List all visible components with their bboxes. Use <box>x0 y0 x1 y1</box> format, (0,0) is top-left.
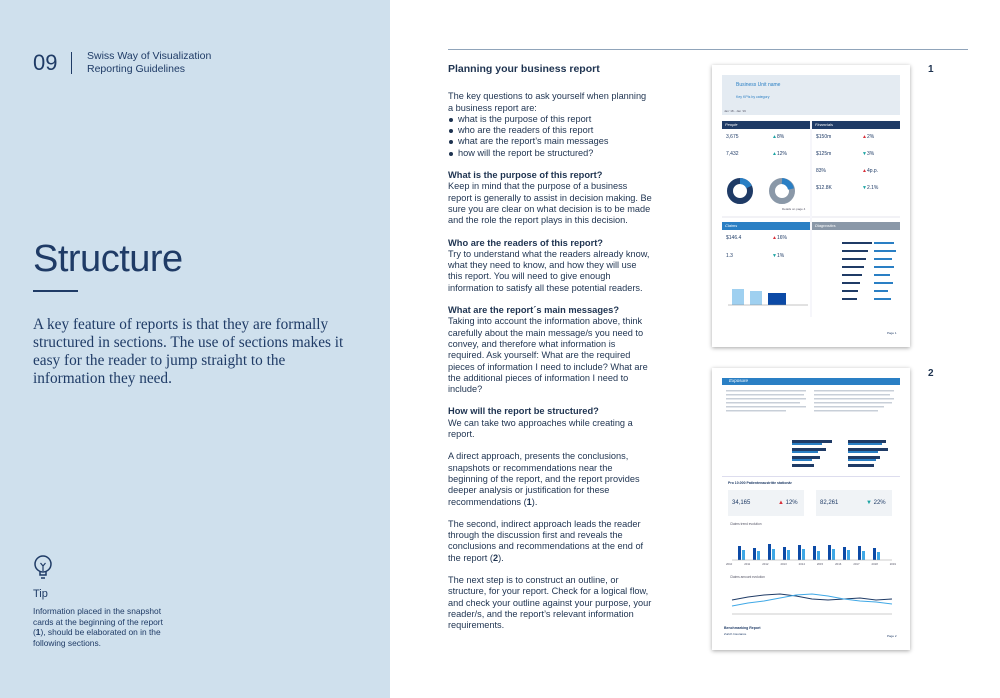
claims-value-1: $146.4 <box>726 235 742 241</box>
claims-delta-1: ▲16% <box>772 235 787 241</box>
footer-title: Benchmarking Report <box>724 626 761 630</box>
people-delta-2: ▲12% <box>772 151 787 157</box>
body-heading: Planning your business report <box>448 63 600 75</box>
body-lead: The key questions to ask yourself when planning a business report are: <box>448 91 647 113</box>
financials-delta-3: ▲4p.p. <box>862 168 879 174</box>
financials-delta-4: ▼2.1% <box>862 185 879 191</box>
list-item: what is the purpose of this report <box>448 114 653 125</box>
document-title: Swiss Way of Visualization <box>87 50 212 62</box>
financials-delta-2: ▼3% <box>862 151 875 157</box>
list-item: how will the report be structured? <box>448 148 653 159</box>
thumbnail-1-page: Page 1 <box>887 331 897 335</box>
claims-trend-title: Claims trend evolution <box>730 522 762 526</box>
question-list <box>448 114 653 159</box>
direct-approach-text: A direct approach, presents the conclusions, snapshots or recommendations near the beginning of the report, and the report provides deeper analysis or justification for these recommendations (1). <box>448 451 640 507</box>
claims-amount-title: Claims amount evolution <box>730 575 765 579</box>
card-financials-title: Financials <box>815 122 834 127</box>
document-title-block <box>87 50 211 76</box>
card-people-title: People <box>725 122 738 127</box>
thumbnail-2-label: 2 <box>928 368 934 379</box>
title-underline <box>33 290 78 292</box>
q2-heading: Who are the readers of this report? <box>448 237 603 248</box>
thumbnail-1-label: 1 <box>928 64 934 75</box>
card-diagnostics-title: Diagnostics <box>815 223 836 228</box>
financials-value-4: $12.8K <box>816 185 832 191</box>
kpi-section-title: Pro 10.000 Patientenaustritte stationär <box>728 481 792 485</box>
footer-subtitle: Zurich Insurance <box>724 632 747 636</box>
exposure-card-title: Exposure <box>729 378 749 383</box>
people-value-1: 3,675 <box>726 134 739 140</box>
q4-text: We can take two approaches while creating a report. <box>448 417 633 440</box>
claims-delta-2: ▼1% <box>772 253 785 259</box>
tip-text: Information placed in the snapshot cards at the beginning of the report (1), should be elaborated on in the following sections. <box>33 606 163 648</box>
detail-link: Details on page 4 <box>782 207 806 211</box>
financials-value-2: $125m <box>816 151 832 157</box>
financials-delta-1: ▲2% <box>862 134 875 140</box>
kpi-value-1: 34,165 <box>732 500 751 506</box>
body-text-column <box>448 64 653 642</box>
people-delta-1: ▲8% <box>772 134 785 140</box>
indirect-approach-text: The second, indirect approach leads the reader through the discussion first and reveals the conclusions and recommendations at the end of the report (2). <box>448 518 644 563</box>
people-value-2: 7,432 <box>726 151 739 157</box>
period-label: Jan '18 - Jan '19 <box>724 109 746 113</box>
q3-heading: What are the report´s main messages? <box>448 305 620 316</box>
section-intro: A key feature of reports is that they are formally structured in sections. The use of sections makes it easy for the reader to jump straight to the information they need. <box>33 316 344 387</box>
top-rule <box>448 49 968 50</box>
q1-text: Keep in mind that the purpose of a business report is generally to assist in decision making. Be sure you are clear on what decision is to be made and the role the report plays in this decision. <box>448 181 652 226</box>
q2-text: Try to understand what the readers already know, what they need to know, and how they will use this report. You will need to give enough information to satisfy all these potential readers. <box>448 248 650 293</box>
page-number: 09 <box>33 50 58 75</box>
lightbulb-icon <box>33 555 53 581</box>
document-subtitle: Reporting Guidelines <box>87 63 186 75</box>
report-thumbnail-1 <box>712 65 910 347</box>
q3-text: Taking into account the information above, think carefully about the main message/s you need to convey, and therefore what information is required. Ask yourself: What are the required pieces of information I need to include? What are the additional pieces of information I need to include? <box>448 316 648 395</box>
thumbnail-2-page: Page 2 <box>887 634 897 638</box>
thumbnail-2-graphic <box>712 368 910 650</box>
card-claims-title: Claims <box>725 223 738 228</box>
year-axis: 2010 2011 2012 2013 2014 2015 2016 2017 2018 2019 <box>726 562 896 566</box>
list-item: who are the readers of this report <box>448 125 653 136</box>
left-panel <box>0 0 390 698</box>
kpi-delta-1: ▲ 12% <box>778 500 798 506</box>
kpi-delta-2: ▼ 22% <box>866 500 886 506</box>
list-item: what are the report’s main messages <box>448 136 653 147</box>
q1-heading: What is the purpose of this report? <box>448 170 603 181</box>
business-unit-name: Business Unit name <box>736 82 781 88</box>
report-thumbnail-2 <box>712 368 910 650</box>
next-step-text: The next step is to construct an outline, or structure, for your report. Check for a logical flow, and check your outline against your purpose, your reader/s, and the report’s relevant information requirements. <box>448 574 652 631</box>
business-unit-subtitle: Key KPIs by category <box>736 95 770 99</box>
tip-heading: Tip <box>33 588 48 600</box>
section-title: Structure <box>33 238 183 280</box>
kpi-value-2: 82,261 <box>820 500 839 506</box>
financials-value-1: $150m <box>816 134 832 140</box>
header-divider <box>71 52 72 74</box>
claims-value-2: 1.3 <box>726 253 733 259</box>
financials-value-3: 83% <box>816 168 827 174</box>
q4-heading: How will the report be structured? <box>448 406 599 417</box>
thumbnail-1-graphic <box>712 65 910 347</box>
